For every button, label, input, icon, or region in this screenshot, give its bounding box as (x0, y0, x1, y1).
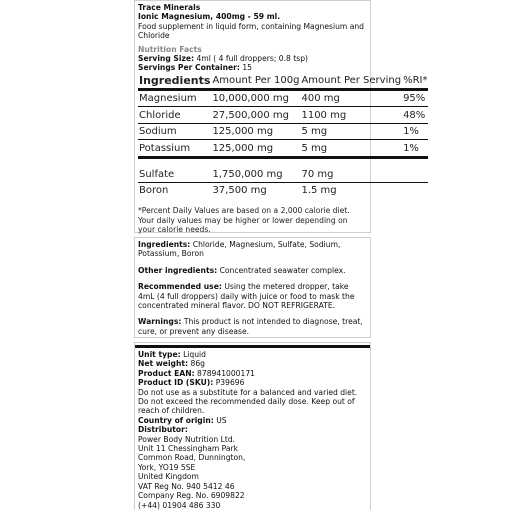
serving-size-value: 4ml ( 4 full droppers; 0.8 tsp) (196, 54, 309, 64)
ingredients-label: Ingredients: (138, 240, 191, 249)
distributor-label: Distributor: (138, 425, 188, 435)
divider-bar (135, 345, 370, 348)
row-per100: 10,000,000 mg (212, 93, 289, 105)
info-panel (134, 237, 371, 338)
ean-label: Product EAN: (138, 368, 195, 378)
warnings-label: Warnings: (138, 317, 182, 327)
extra-row-per100: 37,500 mg (211, 182, 300, 198)
servings-value: 15 (242, 63, 253, 73)
table-row (138, 140, 428, 158)
extra-row-name: Boron (138, 182, 211, 198)
row-serving: 400 mg (301, 93, 340, 105)
header-per-serving: Amount Per Serving (300, 75, 402, 90)
distributor-line: United Kingdom (138, 472, 199, 482)
product-description: Food supplement in liquid form, containing Magnesium and Chloride (138, 21, 364, 41)
row-name: Potassium (138, 140, 211, 158)
country-value: US (216, 415, 227, 425)
country-label: Country of origin: (138, 415, 214, 425)
sku-value: P39696 (215, 378, 245, 388)
serving-size-label: Serving Size: (138, 54, 195, 64)
recommended-use-text: Using the metered dropper, take 4mL (4 full droppers) daily with juice or food to mask the concentrated mineral flavor. DO NOT REFRIGERATE. (138, 282, 355, 311)
unit-type-value: Liquid (183, 350, 206, 359)
distributor-line: Power Body Nutrition Ltd. (138, 434, 236, 444)
row-name: Chloride (138, 107, 211, 124)
net-weight-label: Net weight: (138, 359, 189, 369)
brand-name: Trace Minerals (138, 3, 201, 12)
row-ri: 1% (402, 123, 428, 140)
row-ri: 95% (403, 93, 426, 105)
table-row (138, 182, 428, 198)
table-spacer (138, 157, 428, 166)
table-row (138, 89, 428, 107)
other-ingredients-label: Other ingredients: (138, 265, 218, 275)
disclaimer: Do not use as a substitute for a balanced and varied diet. Do not exceed the recommended daily dose. Keep out of reach of children. (138, 387, 358, 416)
table-row (138, 123, 428, 140)
other-ingredients-text: Concentrated seawater complex. (219, 265, 346, 275)
distributor-line: (+44) 01904 486 330 (138, 500, 221, 510)
row-name: Sodium (138, 123, 211, 140)
details-panel (134, 342, 371, 510)
product-name: Ionic Magnesium, 400mg - 59 ml. (138, 12, 281, 22)
servings-label: Servings Per Container: (138, 63, 240, 73)
extra-row-serving: 1.5 mg (300, 182, 402, 198)
extra-row-serving: 70 mg (301, 168, 334, 180)
nutrition-panel (134, 0, 428, 235)
row-ri: 1% (402, 140, 428, 158)
table-row (138, 107, 428, 124)
distributor-line: Common Road, Dunnington, (138, 453, 246, 463)
table-header (138, 75, 428, 90)
footnote: *Percent Daily Values are based on a 2,000 calorie diet. Your daily values may be higher or lower depending on your calorie needs. (138, 206, 350, 235)
distributor-line: VAT Reg No. 940 5412 46 (138, 481, 235, 491)
header-ri: %RI* (402, 75, 428, 90)
distributor-line: Company Reg. No. 6909822 (138, 491, 245, 501)
table-row (138, 166, 428, 182)
sku-label: Product ID (SKU): (138, 378, 214, 388)
row-per100: 125,000 mg (211, 123, 300, 140)
row-serving: 1100 mg (300, 107, 402, 124)
distributor-line: Unit 11 Chessingham Park (138, 444, 239, 454)
unit-type-label: Unit type: (138, 350, 181, 359)
header-ingredients: Ingredients (138, 75, 211, 90)
nutrition-table (138, 75, 428, 199)
net-weight-value: 86g (190, 359, 205, 369)
row-ri: 48% (402, 107, 428, 124)
row-per100: 27,500,000 mg (211, 107, 300, 124)
row-serving: 5 mg (300, 140, 402, 158)
extra-row-name: Sulfate (139, 168, 175, 180)
row-serving: 5 mg (300, 123, 402, 140)
header-per-100g: Amount Per 100g (211, 75, 300, 90)
warnings-text: This product is not intended to diagnose, treat, cure, or prevent any disease. (138, 317, 363, 336)
nutrition-facts-title: Nutrition Facts (138, 44, 202, 54)
recommended-use-label: Recommended use: (138, 282, 222, 292)
ingredients-text: Chloride, Magnesium, Sulfate, Sodium, Potassium, Boron (138, 240, 341, 259)
extra-row-per100: 1,750,000 mg (212, 168, 283, 180)
row-name: Magnesium (139, 93, 197, 105)
ean-value: 878941000171 (197, 368, 256, 378)
row-per100: 125,000 mg (211, 140, 300, 158)
distributor-line: York, YO19 5SE (138, 462, 196, 472)
